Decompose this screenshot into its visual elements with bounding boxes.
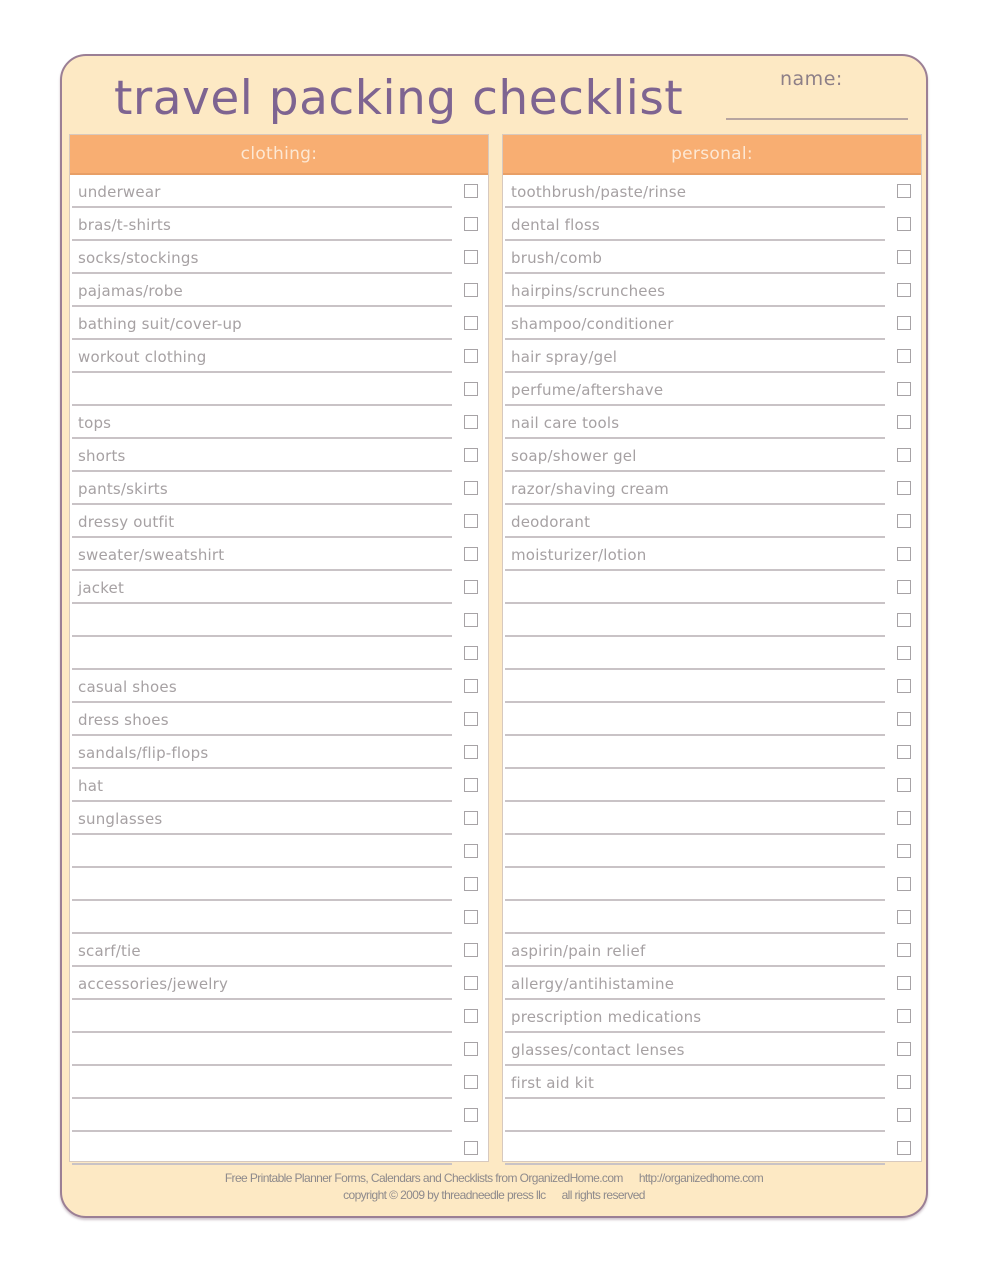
checklist-item bbox=[503, 406, 921, 439]
page-title: travel packing checklist bbox=[114, 71, 684, 126]
checklist-item bbox=[70, 1132, 488, 1165]
checkbox[interactable] bbox=[464, 976, 478, 990]
checkbox[interactable] bbox=[464, 1108, 478, 1122]
item-label: bathing suit/cover-up bbox=[78, 315, 242, 333]
footer-line-1 bbox=[62, 1170, 926, 1187]
checklist-item bbox=[503, 934, 921, 967]
checkbox[interactable] bbox=[897, 1042, 911, 1056]
item-label: nail care tools bbox=[511, 414, 620, 432]
checklist-item bbox=[503, 472, 921, 505]
checklist-item bbox=[70, 175, 488, 208]
item-label: aspirin/pain relief bbox=[511, 942, 646, 960]
checkbox[interactable] bbox=[897, 745, 911, 759]
checkbox[interactable] bbox=[897, 844, 911, 858]
checklist-item bbox=[503, 373, 921, 406]
section-personal bbox=[502, 134, 922, 1162]
checkbox[interactable] bbox=[464, 646, 478, 660]
checklist-item bbox=[70, 934, 488, 967]
checklist-item bbox=[70, 1099, 488, 1132]
checkbox[interactable] bbox=[464, 481, 478, 495]
checkbox[interactable] bbox=[897, 811, 911, 825]
checklist-item bbox=[503, 1000, 921, 1033]
checklist-item bbox=[70, 604, 488, 637]
checklist-item bbox=[503, 637, 921, 670]
item-label: hairpins/scrunchees bbox=[511, 282, 666, 300]
checklist-item bbox=[503, 340, 921, 373]
item-label: sunglasses bbox=[78, 810, 163, 828]
item-label: accessories/jewelry bbox=[78, 975, 229, 993]
checklist-item bbox=[503, 1033, 921, 1066]
checkbox[interactable] bbox=[897, 1009, 911, 1023]
checklist-item bbox=[503, 901, 921, 934]
item-label: toothbrush/paste/rinse bbox=[511, 183, 687, 201]
checkbox[interactable] bbox=[897, 943, 911, 957]
checklist-item bbox=[503, 868, 921, 901]
checklist-item bbox=[503, 604, 921, 637]
write-in-line bbox=[505, 1163, 885, 1165]
checkbox[interactable] bbox=[897, 250, 911, 264]
checklist-item bbox=[70, 736, 488, 769]
checkbox[interactable] bbox=[464, 448, 478, 462]
item-label: pants/skirts bbox=[78, 480, 168, 498]
footer-link[interactable]: http://organizedhome.com bbox=[638, 1171, 764, 1185]
checkbox[interactable] bbox=[464, 877, 478, 891]
checklist-item bbox=[70, 505, 488, 538]
checklist-item bbox=[70, 637, 488, 670]
rights: all rights reserved bbox=[561, 1188, 645, 1202]
checkbox[interactable] bbox=[897, 910, 911, 924]
copyright: copyright © 2009 by threadneedle press llc bbox=[343, 1188, 546, 1202]
item-label: perfume/aftershave bbox=[511, 381, 664, 399]
checkbox[interactable] bbox=[464, 415, 478, 429]
name-label: name: bbox=[780, 68, 843, 90]
checklist-item bbox=[70, 274, 488, 307]
checkbox[interactable] bbox=[897, 316, 911, 330]
checklist-item bbox=[503, 967, 921, 1000]
checkbox[interactable] bbox=[897, 217, 911, 231]
checklist-item bbox=[70, 1033, 488, 1066]
item-label: razor/shaving cream bbox=[511, 480, 669, 498]
item-label: shampoo/conditioner bbox=[511, 315, 674, 333]
checklist-item bbox=[503, 1099, 921, 1132]
checklist-item bbox=[503, 769, 921, 802]
item-label: pajamas/robe bbox=[78, 282, 183, 300]
checkbox[interactable] bbox=[464, 1042, 478, 1056]
checkbox[interactable] bbox=[897, 1075, 911, 1089]
checkbox[interactable] bbox=[464, 316, 478, 330]
checkbox[interactable] bbox=[464, 910, 478, 924]
item-label: hair spray/gel bbox=[511, 348, 618, 366]
section-header-personal: personal: bbox=[503, 135, 921, 175]
checkbox[interactable] bbox=[897, 514, 911, 528]
checklist-item bbox=[70, 307, 488, 340]
item-label: soap/shower gel bbox=[511, 447, 637, 465]
item-label: socks/stockings bbox=[78, 249, 199, 267]
checklist-item bbox=[503, 670, 921, 703]
checkbox[interactable] bbox=[464, 778, 478, 792]
checkbox[interactable] bbox=[897, 481, 911, 495]
checkbox[interactable] bbox=[464, 1075, 478, 1089]
checklist-item bbox=[503, 538, 921, 571]
checkbox[interactable] bbox=[464, 613, 478, 627]
write-in-line bbox=[72, 1163, 452, 1165]
checklist-item bbox=[503, 835, 921, 868]
checklist-item bbox=[70, 703, 488, 736]
item-label: sweater/sweatshirt bbox=[78, 546, 225, 564]
checkbox[interactable] bbox=[464, 250, 478, 264]
checklist-item bbox=[503, 571, 921, 604]
checklist-item bbox=[503, 274, 921, 307]
checkbox[interactable] bbox=[464, 1141, 478, 1155]
checklist-item bbox=[70, 538, 488, 571]
checkbox[interactable] bbox=[897, 349, 911, 363]
section-header-clothing: clothing: bbox=[70, 135, 488, 175]
checklist-item bbox=[70, 901, 488, 934]
item-label: workout clothing bbox=[78, 348, 207, 366]
item-label: sandals/flip-flops bbox=[78, 744, 209, 762]
checklist-item bbox=[70, 241, 488, 274]
checklist-item bbox=[70, 1000, 488, 1033]
checkbox[interactable] bbox=[464, 283, 478, 297]
item-label: casual shoes bbox=[78, 678, 177, 696]
checklist-item bbox=[70, 835, 488, 868]
checkbox[interactable] bbox=[897, 1108, 911, 1122]
checklist-item bbox=[70, 1066, 488, 1099]
checkbox[interactable] bbox=[897, 382, 911, 396]
item-label: underwear bbox=[78, 183, 161, 201]
checklist-item bbox=[503, 307, 921, 340]
item-label: dress shoes bbox=[78, 711, 169, 729]
checklist-item bbox=[70, 571, 488, 604]
checklist-sheet bbox=[60, 54, 928, 1218]
checkbox[interactable] bbox=[464, 679, 478, 693]
checkbox[interactable] bbox=[897, 283, 911, 297]
checklist-item bbox=[503, 1066, 921, 1099]
checklist-item bbox=[503, 1132, 921, 1165]
checkbox[interactable] bbox=[897, 547, 911, 561]
checkbox[interactable] bbox=[897, 613, 911, 627]
item-label: allergy/antihistamine bbox=[511, 975, 675, 993]
item-label: scarf/tie bbox=[78, 942, 141, 960]
checklist-item bbox=[503, 505, 921, 538]
section-clothing bbox=[69, 134, 489, 1162]
checklist-item bbox=[70, 340, 488, 373]
checklist-item bbox=[503, 208, 921, 241]
checkbox[interactable] bbox=[464, 184, 478, 198]
checkbox[interactable] bbox=[897, 415, 911, 429]
checklist-item bbox=[503, 175, 921, 208]
checkbox[interactable] bbox=[464, 712, 478, 726]
item-label: moisturizer/lotion bbox=[511, 546, 647, 564]
checklist-item bbox=[70, 373, 488, 406]
checkbox[interactable] bbox=[464, 514, 478, 528]
checkbox[interactable] bbox=[464, 1009, 478, 1023]
footer-line-2 bbox=[62, 1187, 926, 1204]
clothing-list bbox=[70, 175, 488, 1165]
checkbox[interactable] bbox=[464, 547, 478, 561]
checkbox[interactable] bbox=[464, 580, 478, 594]
footer bbox=[62, 1170, 926, 1204]
checkbox[interactable] bbox=[464, 349, 478, 363]
checklist-item bbox=[503, 241, 921, 274]
checklist-item bbox=[503, 703, 921, 736]
checkbox[interactable] bbox=[897, 1141, 911, 1155]
item-label: tops bbox=[78, 414, 112, 432]
checkbox[interactable] bbox=[897, 877, 911, 891]
checklist-item bbox=[70, 472, 488, 505]
checkbox[interactable] bbox=[464, 382, 478, 396]
checklist-item bbox=[70, 439, 488, 472]
checklist-item bbox=[70, 670, 488, 703]
item-label: bras/t-shirts bbox=[78, 216, 171, 234]
checkbox[interactable] bbox=[897, 646, 911, 660]
personal-list bbox=[503, 175, 921, 1165]
item-label: glasses/contact lenses bbox=[511, 1041, 685, 1059]
item-label: prescription medications bbox=[511, 1008, 702, 1026]
item-label: shorts bbox=[78, 447, 126, 465]
item-label: hat bbox=[78, 777, 104, 795]
checkbox[interactable] bbox=[897, 448, 911, 462]
checklist-item bbox=[70, 967, 488, 1000]
checkbox[interactable] bbox=[464, 844, 478, 858]
checklist-item bbox=[503, 439, 921, 472]
item-label: dressy outfit bbox=[78, 513, 175, 531]
footer-credit: Free Printable Planner Forms, Calendars and Checklists from OrganizedHome.com bbox=[224, 1171, 623, 1185]
checkbox[interactable] bbox=[897, 679, 911, 693]
checkbox[interactable] bbox=[897, 976, 911, 990]
item-label: deodorant bbox=[511, 513, 591, 531]
checkbox[interactable] bbox=[897, 580, 911, 594]
checklist-item bbox=[70, 406, 488, 439]
checklist-item bbox=[503, 802, 921, 835]
checkbox[interactable] bbox=[464, 943, 478, 957]
checkbox[interactable] bbox=[464, 217, 478, 231]
checkbox[interactable] bbox=[897, 712, 911, 726]
checkbox[interactable] bbox=[464, 811, 478, 825]
checkbox[interactable] bbox=[897, 184, 911, 198]
item-label: brush/comb bbox=[511, 249, 603, 267]
item-label: dental floss bbox=[511, 216, 600, 234]
item-label: first aid kit bbox=[511, 1074, 595, 1092]
item-label: jacket bbox=[78, 579, 125, 597]
checklist-item bbox=[503, 736, 921, 769]
checkbox[interactable] bbox=[464, 745, 478, 759]
checklist-item bbox=[70, 802, 488, 835]
checklist-item bbox=[70, 208, 488, 241]
checklist-item bbox=[70, 769, 488, 802]
checkbox[interactable] bbox=[897, 778, 911, 792]
checklist-item bbox=[70, 868, 488, 901]
name-field[interactable] bbox=[726, 118, 908, 120]
